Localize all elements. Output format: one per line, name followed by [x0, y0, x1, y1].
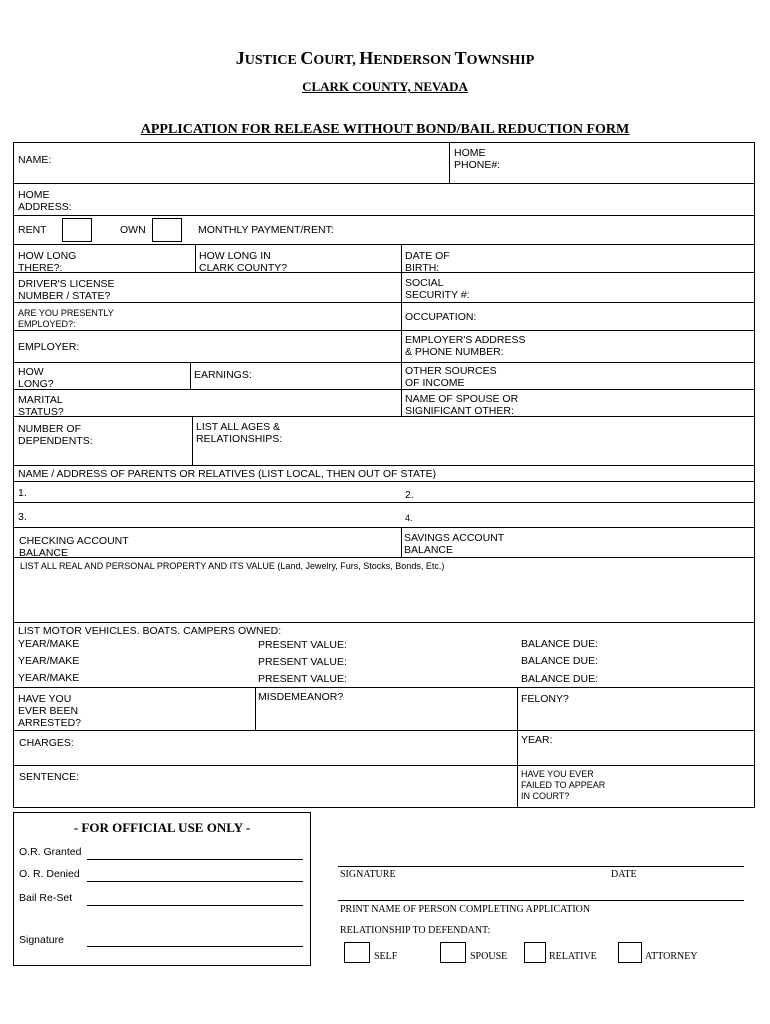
- year-make-label-1: YEAR/MAKE: [18, 638, 80, 650]
- occupation-label: OCCUPATION:: [405, 311, 477, 323]
- official-signature-label: Signature: [19, 934, 64, 946]
- charges-label: CHARGES:: [19, 737, 74, 749]
- balance-due-label-3: BALANCE DUE:: [521, 673, 599, 685]
- signature-label: SIGNATURE: [340, 869, 396, 880]
- present-value-label-3: PRESENT VALUE:: [258, 673, 347, 685]
- vehicles-label: LIST MOTOR VEHICLES. BOATS. CAMPERS OWNED:: [18, 625, 282, 637]
- print-name-label: PRINT NAME OF PERSON COMPLETING APPLICATION: [340, 904, 591, 915]
- how-long-clark-label: HOW LONG IN CLARK COUNTY?: [199, 250, 288, 274]
- or-granted-label: O.R. Granted: [19, 846, 82, 858]
- social-security-label: SOCIAL SECURITY #:: [405, 277, 470, 301]
- relative-checkbox[interactable]: [524, 942, 546, 963]
- or-denied-label: O. R. Denied: [19, 868, 80, 880]
- present-value-label-1: PRESENT VALUE:: [258, 639, 347, 651]
- bail-reset-label: Bail Re-Set: [19, 892, 73, 904]
- relative-3-label: 3.: [18, 511, 27, 523]
- property-label: LIST ALL REAL AND PERSONAL PROPERTY AND ITS VALUE (Land, Jewelry, Furs, Stocks, Bonds, Etc.): [20, 561, 445, 571]
- self-label: SELF: [374, 951, 398, 962]
- drivers-license-label: DRIVER'S LICENSE NUMBER / STATE?: [18, 278, 115, 302]
- parents-relatives-label: NAME / ADDRESS OF PARENTS OR RELATIVES (LIST LOCAL, THEN OUT OF STATE): [18, 468, 437, 480]
- other-income-label: OTHER SOURCES OF INCOME: [405, 365, 497, 389]
- failed-appear-label: HAVE YOU EVER FAILED TO APPEAR IN COURT?: [521, 769, 606, 801]
- misdemeanor-label: MISDEMEANOR?: [258, 691, 344, 703]
- year-label: YEAR:: [521, 734, 553, 746]
- how-long-there-label: HOW LONG THERE?:: [18, 250, 77, 274]
- arrested-label: HAVE YOU EVER BEEN ARRESTED?: [18, 693, 82, 729]
- county-title: CLARK COUNTY, NEVADA: [302, 79, 468, 94]
- employer-address-label: EMPLOYER'S ADDRESS & PHONE NUMBER:: [405, 334, 526, 358]
- number-dependents-label: NUMBER OF DEPENDENTS:: [18, 423, 93, 447]
- relative-4-label: 4.: [405, 513, 413, 523]
- own-label: OWN: [120, 224, 146, 236]
- rent-label: RENT: [18, 224, 47, 236]
- spouse-label: SPOUSE: [470, 951, 508, 962]
- spouse-name-label: NAME OF SPOUSE OR SIGNIFICANT OTHER:: [405, 393, 519, 417]
- year-make-label-3: YEAR/MAKE: [18, 672, 80, 684]
- sentence-label: SENTENCE:: [19, 771, 80, 783]
- self-checkbox[interactable]: [344, 942, 370, 963]
- date-label: DATE: [611, 869, 637, 880]
- home-address-label: HOME ADDRESS:: [18, 189, 72, 213]
- present-value-label-2: PRESENT VALUE:: [258, 656, 347, 668]
- relative-1-label: 1.: [18, 487, 27, 499]
- felony-label: FELONY?: [521, 693, 569, 705]
- marital-status-label: MARITAL STATUS?: [18, 394, 64, 418]
- ages-relationships-label: LIST ALL AGES & RELATIONSHIPS:: [196, 421, 283, 445]
- form-title: APPLICATION FOR RELEASE WITHOUT BOND/BAIL REDUCTION FORM: [140, 122, 630, 137]
- home-phone-label: HOME PHONE#:: [454, 147, 501, 171]
- court-title: JUSTICE COURT, HENDERSON TOWNSHIP: [235, 48, 535, 68]
- spouse-checkbox[interactable]: [440, 942, 466, 963]
- how-long-label: HOW LONG?: [18, 366, 54, 390]
- date-of-birth-label: DATE OF BIRTH:: [405, 250, 450, 274]
- relationship-label: RELATIONSHIP TO DEFENDANT:: [340, 925, 491, 936]
- earnings-label: EARNINGS:: [194, 369, 252, 381]
- balance-due-label-2: BALANCE DUE:: [521, 655, 599, 667]
- official-use-title: - FOR OFFICIAL USE ONLY -: [73, 820, 251, 835]
- year-make-label-2: YEAR/MAKE: [18, 655, 80, 667]
- presently-employed-label: ARE YOU PRESENTLY EMPLOYED?:: [18, 308, 114, 329]
- checking-account-label: CHECKING ACCOUNT BALANCE: [19, 535, 129, 559]
- employer-label: EMPLOYER:: [18, 341, 80, 353]
- attorney-label: ATTORNEY: [645, 951, 698, 962]
- name-label: NAME:: [18, 154, 52, 166]
- relative-label: RELATIVE: [549, 951, 597, 962]
- rent-checkbox[interactable]: [62, 218, 92, 242]
- balance-due-label-1: BALANCE DUE:: [521, 638, 599, 650]
- monthly-payment-label: MONTHLY PAYMENT/RENT:: [198, 224, 334, 236]
- relative-2-label: 2.: [405, 489, 414, 501]
- own-checkbox[interactable]: [152, 218, 182, 242]
- attorney-checkbox[interactable]: [618, 942, 642, 963]
- savings-account-label: SAVINGS ACCOUNT BALANCE: [404, 532, 505, 556]
